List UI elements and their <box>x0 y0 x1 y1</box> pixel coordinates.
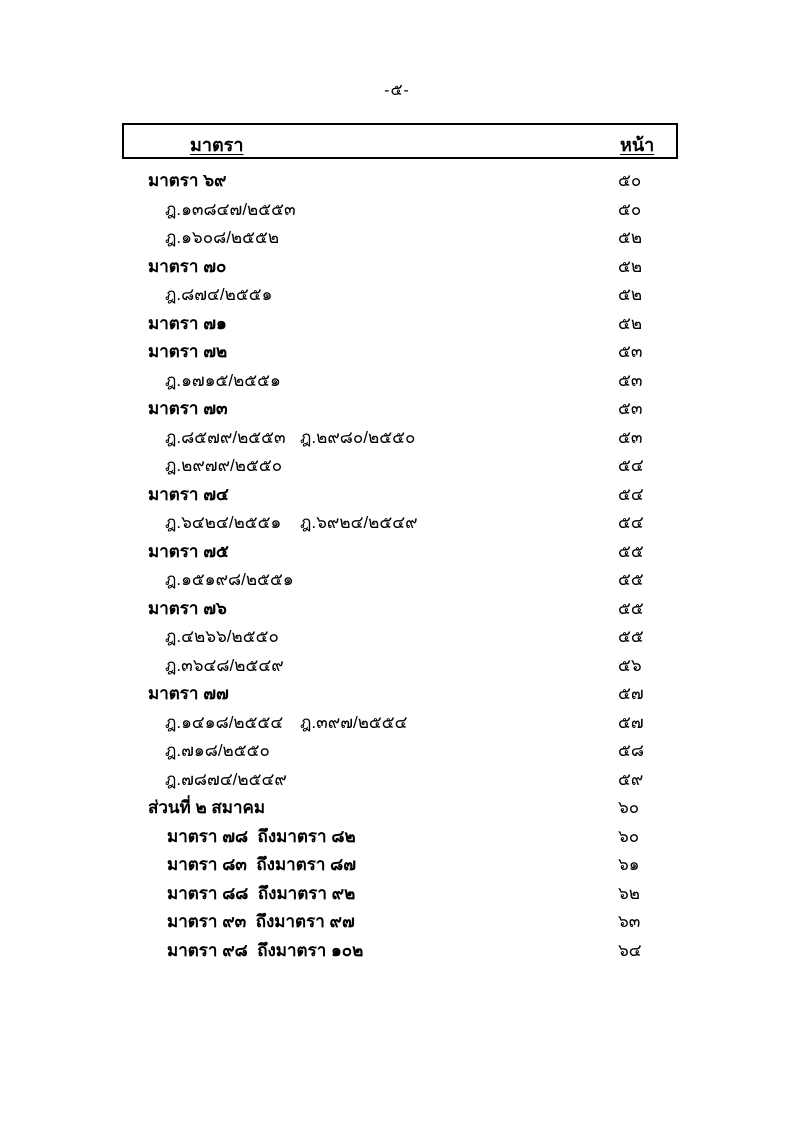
row-entry-text: ฎ.๘๕๗๙/๒๕๕๓ <box>165 427 286 447</box>
row-page-number: ๕๒ <box>618 256 643 276</box>
row-entry-text: ฎ.๑๕๑๙๘/๒๕๕๑ <box>165 570 294 589</box>
toc-row <box>122 766 678 795</box>
row-page-number: ๕๒ <box>618 285 643 304</box>
row-page-number: ๕๓ <box>618 399 643 418</box>
toc-row <box>122 851 678 880</box>
toc-row <box>122 367 678 396</box>
row-page-number: ๕๔ <box>618 456 644 475</box>
toc-row <box>122 167 678 196</box>
row-page-number: ๖๒ <box>618 883 640 903</box>
toc-row <box>122 908 678 937</box>
toc-row <box>122 281 678 310</box>
toc-row <box>122 253 678 282</box>
row-page-number: ๕๘ <box>618 741 644 760</box>
toc-row <box>122 481 678 510</box>
row-entry-text: มาตรา ๘๘ ถึงมาตรา ๙๒ <box>167 883 356 903</box>
row-page-number: ๕๗ <box>618 712 644 732</box>
row-entry-text-secondary: ฎ.๓๙๗/๒๕๕๔ <box>300 712 408 732</box>
row-page-number: ๕๐ <box>618 199 642 219</box>
row-entry-text: มาตรา ๗๔ <box>148 484 229 504</box>
row-entry-text: มาตรา ๗๘ ถึงมาตรา ๘๒ <box>167 826 356 846</box>
toc-row <box>122 652 678 681</box>
row-entry-text: ฎ.๓๖๔๘/๒๕๔๙ <box>165 655 284 675</box>
row-entry-text: มาตรา ๗๒ <box>148 342 228 361</box>
row-page-number: ๕๓ <box>618 342 643 361</box>
row-entry-text: ฎ.๑๓๘๔๗/๒๕๕๓ <box>165 199 296 219</box>
row-page-number: ๕๒ <box>618 313 643 333</box>
row-entry-text: มาตรา ๗๕ <box>148 541 229 561</box>
toc-header-box <box>122 123 678 159</box>
row-page-number: ๕๐ <box>618 171 642 190</box>
toc-rows <box>122 167 678 965</box>
row-page-number: ๖๐ <box>618 826 640 846</box>
row-entry-text: ฎ.๒๙๗๙/๒๕๕๐ <box>165 456 283 475</box>
page-number-label: -๕- <box>384 82 410 99</box>
toc-row <box>122 509 678 538</box>
row-page-number: ๕๔ <box>618 513 644 532</box>
toc-row <box>122 709 678 738</box>
row-entry-text: ฎ.๗๑๘/๒๕๕๐ <box>165 741 270 760</box>
toc-header-section-column: มาตรา <box>190 135 244 155</box>
toc-row <box>122 680 678 709</box>
row-entry-text: มาตรา ๘๓ ถึงมาตรา ๘๗ <box>167 855 357 874</box>
row-entry-text: มาตรา ๗๖ <box>148 598 227 618</box>
row-page-number: ๕๔ <box>618 484 644 504</box>
toc-row <box>122 623 678 652</box>
row-entry-text: ฎ.๖๔๒๔/๒๕๕๑ <box>165 513 282 532</box>
row-entry-text: มาตรา ๙๓ ถึงมาตรา ๙๗ <box>167 912 355 931</box>
toc-row <box>122 395 678 424</box>
row-page-number: ๕๕ <box>618 570 644 589</box>
row-entry-text: มาตรา ๗๐ <box>148 256 227 276</box>
toc-row <box>122 566 678 595</box>
toc-row <box>122 310 678 339</box>
row-page-number: ๕๕ <box>618 541 644 561</box>
toc-row <box>122 937 678 966</box>
row-page-number: ๕๒ <box>618 228 643 247</box>
toc-row <box>122 538 678 567</box>
row-page-number: ๖๔ <box>618 940 642 960</box>
row-entry-text: ส่วนที่ ๒ สมาคม <box>148 798 266 817</box>
toc-row <box>122 224 678 253</box>
toc-row <box>122 424 678 453</box>
row-entry-text: ฎ.๑๗๑๕/๒๕๕๑ <box>165 370 281 390</box>
row-entry-text: ฎ.๑๖๐๘/๒๕๕๒ <box>165 228 280 247</box>
row-entry-text-secondary: ฎ.๖๙๒๔/๒๕๔๙ <box>300 513 418 532</box>
toc-row <box>122 338 678 367</box>
row-entry-text-secondary: ฎ.๒๙๘๐/๒๕๕๐ <box>300 427 416 447</box>
toc-row <box>122 794 678 823</box>
toc-header-page-column: หน้า <box>620 135 655 155</box>
row-entry-text: มาตรา ๗๑ <box>148 313 227 333</box>
toc-row <box>122 880 678 909</box>
row-page-number: ๕๕ <box>618 627 644 646</box>
row-page-number: ๕๖ <box>618 655 642 675</box>
row-page-number: ๖๐ <box>618 798 640 817</box>
row-entry-text: มาตรา ๗๓ <box>148 399 228 418</box>
row-entry-text: มาตรา ๗๗ <box>148 684 229 703</box>
row-page-number: ๕๓ <box>618 370 643 390</box>
row-page-number: ๕๙ <box>618 769 644 789</box>
row-entry-text: ฎ.๗๘๗๔/๒๕๔๙ <box>165 769 287 789</box>
row-page-number: ๕๗ <box>618 684 644 703</box>
row-page-number: ๕๓ <box>618 427 643 447</box>
row-entry-text: มาตรา ๙๘ ถึงมาตรา ๑๐๒ <box>167 940 364 960</box>
row-entry-text: มาตรา ๖๙ <box>148 171 227 190</box>
row-page-number: ๖๓ <box>618 912 641 931</box>
toc-row <box>122 823 678 852</box>
toc-row <box>122 196 678 225</box>
toc-row <box>122 452 678 481</box>
row-page-number: ๕๕ <box>618 598 644 618</box>
row-entry-text: ฎ.๑๔๑๘/๒๕๕๔ <box>165 712 284 732</box>
row-entry-text: ฎ.๔๒๖๖/๒๕๕๐ <box>165 627 279 646</box>
row-page-number: ๖๑ <box>618 855 640 874</box>
toc-row <box>122 737 678 766</box>
toc-row <box>122 595 678 624</box>
row-entry-text: ฎ.๘๗๔/๒๕๕๑ <box>165 285 273 304</box>
